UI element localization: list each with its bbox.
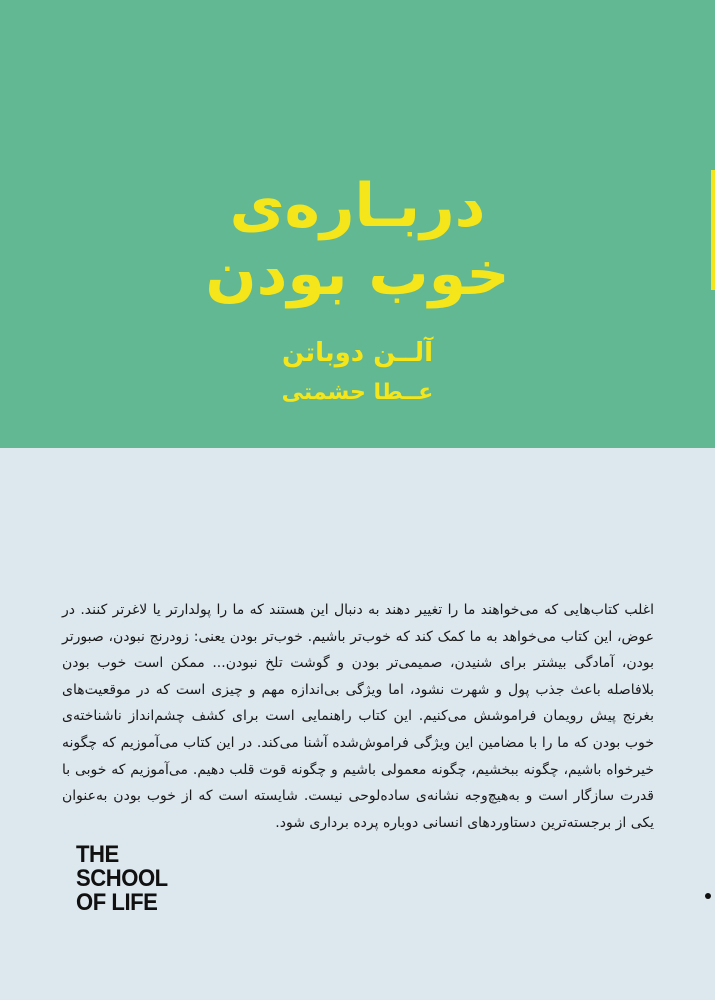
author-name: آلــن دوباتن — [281, 338, 434, 368]
book-title-line-1: دربـاره‌ی — [229, 171, 486, 241]
spine-edge-mark — [711, 170, 715, 290]
publisher-logo-line-2: SCHOOL — [76, 865, 168, 892]
book-title-line-2: خوب بودن — [205, 239, 510, 309]
publisher-logo — [76, 843, 168, 915]
book-title — [0, 172, 715, 308]
publisher-logo-line-3: OF LIFE — [76, 889, 158, 916]
edge-dot — [705, 893, 711, 899]
translator-name: عــطا حشمتی — [281, 380, 434, 405]
publisher-logo-line-1: THE — [76, 841, 119, 868]
back-cover-blurb: اغلب کتاب‌هایی که می‌خواهند ما را تغییر دهند به دنبال این هستند که ما را پولدارتر یا لاغرتر کنند. در عوض، این کتاب می‌خواهد به ما کمک کند که خوب‌تر باشیم. خوب‌تر بودن یعنی: زودرنج نبودن، صبورتر بودن، آمادگی بیشتر برای شنیدن، صمیمی‌تر بودن و گوشت تلخ نبودن... ممکن است خوب بودن بلافاصله باعث جذب پول و شهرت نشود، اما ویژگی بی‌اندازه مهم و چیزی است که در موقعیت‌های بغرنج پیش رویمان فراموشش می‌کنیم. این کتاب راهنمایی است برای کشف چشم‌انداز ناشناخته‌ی خوب بودن که ما را با مضامین این ویژگی فراموش‌شده آشنا می‌کند. در این کتاب می‌آموزیم که چگونه خیرخواه باشیم، چگونه ببخشیم، چگونه معمولی باشیم و چگونه قوت قلب دهیم. می‌آموزیم که خوبی با قدرت سازگار است و به‌هیچ‌وجه نشانه‌ی ساده‌لوحی نیست. شایسته است که از خوب بودن به‌عنوان یکی از برجسته‌ترین دستاوردهای انسانی دوباره پرده برداری شود. — [62, 602, 654, 831]
cover-top-panel — [0, 0, 715, 448]
